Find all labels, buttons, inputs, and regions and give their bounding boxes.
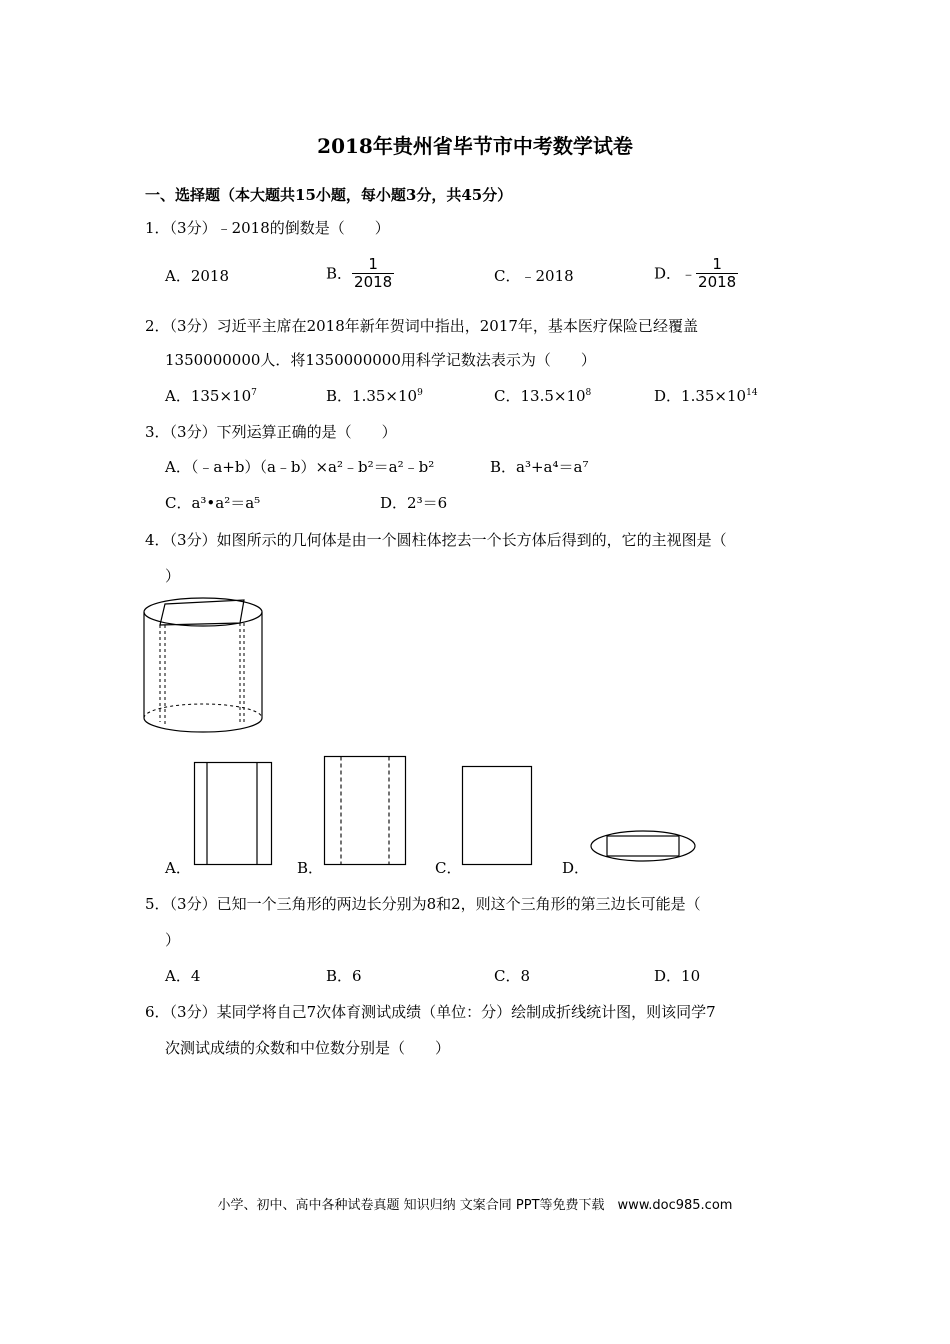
q1-option-d [654,256,738,291]
q2-stem-line1: 2．（3分）习近平主席在2018年新年贺词中指出，2017年，基本医疗保险已经覆盖 [145,317,698,335]
q1-b-numerator: 1 [352,256,394,274]
q6-stem-line2: 次测试成绩的众数和中位数分别是（ ） [165,1039,451,1057]
q1-option-b-label: B． [326,264,353,283]
q2-d-exp: 14 [746,388,758,398]
q3-option-b: B．a³+a⁴＝a⁷ [490,458,589,476]
q4-option-a-label: A． [165,859,191,877]
q4-option-c-figure [462,766,534,866]
q2-option-d [654,386,758,406]
q1-b-denominator: 2018 [354,273,393,291]
q2-option-c [494,386,591,406]
page-title: 2018年贵州省毕节市中考数学试卷 [317,134,633,158]
q2-option-a [165,386,257,406]
q1-d-denominator: 2018 [698,273,737,291]
q2-b-exp: 9 [417,388,423,398]
q2-c-exp: 8 [585,388,592,398]
q4-stem-line1: 4．（3分）如图所示的几何体是由一个圆柱体挖去一个长方体后得到的，它的主视图是（ [145,531,727,549]
q4-option-c-label: C． [435,859,462,877]
q1-option-b-fraction [352,256,394,291]
q2-stem-line2: 1350000000人．将1350000000用科学记数法表示为（ ） [165,351,596,369]
q1-option-d-label: D．﹣ [654,264,697,283]
q3-stem: 3．（3分）下列运算正确的是（ ） [145,423,397,441]
cylinder-figure [140,594,275,739]
q5-option-b: B．6 [326,967,362,985]
q2-d-base: D．1.35×10 [654,387,747,405]
q5-stem-line1: 5．（3分）已知一个三角形的两边长分别为8和2，则这个三角形的第三边长可能是（ [145,895,701,913]
q2-option-b [326,386,423,406]
q1-stem: 1．（3分）﹣2018的倒数是（ ） [145,219,390,237]
q5-option-a: A．4 [165,967,201,985]
q3-option-d: D．2³＝6 [380,494,448,512]
q2-b-base: B．1.35×10 [326,387,418,405]
q1-option-a: A．2018 [165,267,230,285]
q5-stem-line2: ） [165,931,181,949]
q4-option-d-figure [590,829,698,865]
q5-option-c: C．8 [494,967,531,985]
q6-stem-line1: 6．（3分）某同学将自己7次体育测试成绩（单位：分）绘制成折线统计图，则该同学7 [145,1003,716,1021]
q2-a-base: A．135×10 [165,387,252,405]
q2-c-base: C．13.5×10 [494,387,586,405]
section-heading: 一、选择题（本大题共15小题，每小题3分，共45分） [145,186,513,204]
q4-option-b-label: B． [297,859,324,877]
q4-option-a-figure [194,762,274,866]
q1-d-numerator: 1 [696,256,738,274]
q4-option-d-label: D． [562,859,590,877]
q1-option-c: C．﹣2018 [494,267,574,285]
q3-option-a: A．（﹣a+b）（a﹣b）×a²﹣b²＝a²﹣b² [165,458,435,476]
page-footer: 小学、初中、高中各种试卷真题 知识归纳 文案合同 PPT等免费下载 www.doc985.com [217,1198,733,1213]
q5-option-d: D．10 [654,967,701,985]
q3-option-c: C．a³•a²＝a⁵ [165,494,261,512]
q2-a-exp: 7 [251,388,257,398]
q4-stem-line2: ） [165,567,181,585]
q1-option-d-fraction [696,256,738,291]
q1-option-b [326,256,394,291]
q4-option-b-figure [324,756,408,866]
